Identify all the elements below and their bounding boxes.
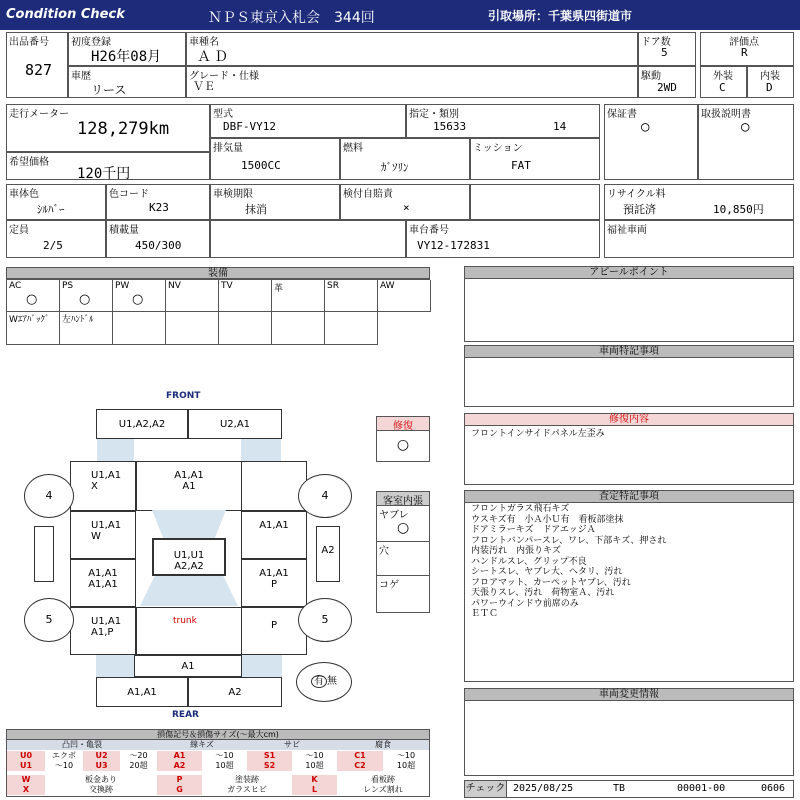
assessment-item: 内装汚れ 内張りキズ — [471, 546, 561, 556]
special-notes-title: 車両特記事項 — [464, 345, 794, 358]
rear-bumper-right: A2 — [188, 677, 282, 707]
cabin-burn: コゲ — [379, 580, 399, 591]
rear-bumper-left: A1,A1 — [96, 677, 188, 707]
assessment-item: シートスレ、ヤブレ大、ヘタリ、汚れ — [471, 567, 623, 577]
front-bumper-left: U1,A2,A2 — [96, 409, 188, 439]
liability: × — [403, 201, 410, 214]
doors: 5 — [661, 46, 668, 59]
equipment-leather: 革 — [272, 280, 325, 312]
tire-rear-left: 5 — [24, 598, 74, 642]
liability-cell: 検付自賠責 × — [340, 184, 470, 220]
color-cell: 車体色 ｼﾙﾊﾞｰ — [6, 184, 106, 220]
door-front-left: U1,A1 W — [70, 511, 136, 559]
exterior: C — [719, 81, 726, 94]
tire-front-right: 4 — [298, 474, 352, 518]
assessment-item: ハンドルスレ、グリップ不良 — [471, 556, 587, 567]
hood: A1,A1 A1 — [136, 461, 242, 511]
roof: U1,U1 A2,A2 — [152, 538, 226, 576]
first-reg: H26年08月 — [91, 49, 162, 65]
manual: ○ — [741, 119, 750, 135]
front-label: FRONT — [166, 391, 201, 401]
legend-group-dent: 凸凹・亀裂 — [7, 740, 157, 750]
fender-front-right — [241, 461, 307, 511]
color-code: K23 — [149, 201, 169, 214]
chassis-cell: 車台番号 VY12-172831 — [406, 220, 600, 258]
color: ｼﾙﾊﾞｰ — [37, 203, 65, 216]
front-bumper-right: U2,A1 — [188, 409, 282, 439]
equipment-sr: SR — [325, 280, 378, 312]
grade-cell: グレード・仕様 ＶＥ — [186, 66, 638, 98]
model-cell: 型式 DBF-VY12 — [210, 104, 406, 138]
exterior-cell: 外装 C — [700, 66, 747, 98]
load-cell: 積載量 450/300 — [106, 220, 210, 258]
chassis-number: VY12-172831 — [417, 239, 490, 252]
appeal-title: アピールポイント — [464, 266, 794, 279]
owner-mark: 有 — [311, 675, 327, 688]
capacity-cell: 定員 2/5 — [6, 220, 106, 258]
assessment-box — [464, 490, 794, 682]
desired-price: 120千円 — [77, 166, 131, 182]
equipment-row-1 — [6, 279, 430, 311]
color-code-cell: 色コード K23 — [106, 184, 210, 220]
mirror-right: A2 — [316, 526, 340, 582]
assessment-item: フロアマット、カーペットヤブレ、汚れ — [471, 577, 631, 588]
equipment-nv: NV — [166, 280, 219, 312]
repair-content-box — [464, 413, 794, 485]
code-1: 00001-00 — [677, 783, 726, 794]
repair-title: 修復 — [377, 417, 429, 431]
lot-no: 827 — [25, 61, 53, 79]
legend-group-scratch: 線キズ — [157, 740, 247, 750]
blank-cell — [470, 184, 600, 220]
warranty-cell: 保証書 ○ — [604, 104, 698, 180]
legend-box: 損傷記号＆損傷サイズ(～最大cm) 凸凹・亀裂 線キズ サビ 腐食 U0 エクボ U2 ～20 A1 ～10 S1 ～10 C1 ～10 U1 ～10 U3 20超 A2 10超 S2 10超 C2 10超 W 板金あり P 塗装跡 K 看板跡 X 交換跡 G ガラスヒビ L レンズ割れ — [6, 729, 430, 797]
welfare-cell: 福祉車両 — [604, 220, 794, 258]
interior: D — [766, 81, 773, 94]
mission: FAT — [511, 159, 531, 172]
fuel: ｶﾞｿﾘﾝ — [381, 161, 409, 174]
rating: R — [741, 46, 748, 59]
change-info-box — [464, 688, 794, 776]
doors-cell: ドア数 5 — [638, 32, 696, 66]
door-rear-right: A1,A1 P — [241, 559, 307, 607]
load: 450/300 — [135, 239, 182, 252]
history: リース — [91, 83, 127, 97]
desired-price-cell: 希望価格 120千円 — [6, 152, 210, 180]
inspector: TB — [613, 783, 626, 794]
warranty: ○ — [641, 119, 650, 135]
manual-cell: 取扱説明書 ○ — [698, 104, 794, 180]
assessment-item: パワーウインドウ前席のみ — [471, 598, 579, 609]
mirror-left — [34, 526, 54, 582]
repair-mark: ○ — [396, 437, 410, 453]
rating-cell: 評価点 R — [700, 32, 794, 66]
repair-box — [376, 416, 430, 462]
lot-no-cell: 出品番号 827 — [6, 32, 68, 98]
condition-check-title: Condition Check — [6, 7, 125, 22]
rear-label: REAR — [172, 710, 199, 720]
cabin-tear: ヤブレ ○ — [377, 506, 429, 542]
cabin-title: 客室内張 — [377, 492, 429, 506]
displacement-cell: 排気量 1500CC — [210, 138, 340, 180]
drive-cell: 駆動 2WD — [638, 66, 696, 98]
header-bar — [0, 0, 800, 30]
legend-group-corrosion: 腐食 — [337, 740, 429, 750]
equipment-pw: PW ○ — [113, 280, 166, 312]
change-info-title: 車両変更情報 — [464, 688, 794, 701]
equipment-tv: TV — [219, 280, 272, 312]
spare-tire — [296, 662, 352, 702]
model: DBF-VY12 — [223, 120, 276, 133]
door-front-right: A1,A1 — [241, 511, 307, 559]
trunk: trunk — [136, 607, 242, 655]
car-name-cell: 車種名 ＡＤ — [186, 32, 638, 66]
quarter-left: U1,A1 A1,P — [70, 607, 136, 655]
door-rear-left: A1,A1 A1,A1 — [70, 559, 136, 607]
repair-content-line: フロントインサイドパネル左歪み — [471, 429, 605, 439]
special-notes-box — [464, 345, 794, 407]
grade: ＶＥ — [193, 80, 215, 93]
owner-text: 無 — [327, 676, 337, 687]
spec-1: 15633 — [433, 120, 467, 133]
assessment-list — [471, 504, 666, 620]
auction-title: ＮＰＳ東京入札会 344回 — [208, 10, 375, 26]
drive: 2WD — [657, 81, 677, 94]
repair-content-title: 修復内容 — [464, 413, 794, 426]
pickup-location: 引取場所：千葉県四街道市 — [488, 9, 633, 23]
fender-front-left: U1,A1 X — [70, 461, 136, 511]
back-panel: A1 — [134, 655, 242, 677]
mission-cell: ミッション FAT — [470, 138, 600, 180]
assessment-item: 天張りスレ、汚れ 荷物室Ａ、汚れ — [471, 588, 615, 598]
equipment-title: 装備 — [6, 267, 430, 279]
equipment-ac: AC ○ — [7, 280, 60, 312]
fuel-cell: 燃料 ｶﾞｿﾘﾝ — [340, 138, 470, 180]
inspection-expiry: 抹消 — [245, 203, 267, 216]
interior-cell: 内装 D — [747, 66, 794, 98]
equipment-airbag: Wｴｱﾊﾞｯｸﾞ — [7, 311, 60, 345]
footer-bar — [464, 780, 794, 798]
check-label: チェック — [465, 781, 507, 797]
assessment-item: ドアミラーキズ ドアエッジＡ — [471, 525, 596, 535]
assessment-item: ウスキズ有 小Ａ小Ｕ有 看板部塗抹 — [471, 514, 624, 525]
inspection-cell: 車検期限 抹消 — [210, 184, 340, 220]
recycle-cell: リサイクル料 預託済 10,850円 — [604, 184, 794, 220]
blank-cell-2 — [210, 220, 406, 258]
appeal-box — [464, 266, 794, 342]
assessment-title: 査定特記事項 — [464, 490, 794, 503]
recycle-fee: 10,850円 — [713, 203, 764, 216]
assessment-item: フロントバンパースレ、ワレ、下部キズ、押され — [471, 535, 667, 546]
cabin-box — [376, 491, 430, 613]
assessment-item: フロントガラス飛石キズ — [471, 504, 570, 514]
assessment-item: ＥＴＣ — [471, 609, 499, 619]
displacement: 1500CC — [241, 159, 281, 172]
legend-group-rust: サビ — [247, 740, 337, 750]
spec-2: 14 — [553, 120, 567, 133]
cabin-hole: 穴 — [377, 542, 429, 576]
equipment-lhd: 左ﾊﾝﾄﾞﾙ — [60, 311, 113, 345]
tire-rear-right: 5 — [298, 598, 352, 642]
mileage-cell: 走行メーター 128,279km — [6, 104, 210, 152]
quarter-right: P — [241, 607, 307, 655]
mileage: 128,279km — [77, 119, 170, 139]
equipment-aw: AW — [378, 280, 431, 312]
first-reg-cell: 初度登録 H26年08月 — [68, 32, 186, 66]
equipment-ps: PS ○ — [60, 280, 113, 312]
capacity: 2/5 — [43, 239, 63, 252]
check-date: 2025/08/25 — [513, 783, 574, 794]
legend-title: 損傷記号＆損傷サイズ(～最大cm) — [6, 729, 430, 740]
tire-front-left: 4 — [24, 474, 74, 518]
spec-cell: 指定・類別 15633 14 — [406, 104, 600, 138]
equipment-row-2 — [6, 311, 377, 345]
code-2: 0606 — [761, 783, 786, 794]
recycle-status: 預託済 — [623, 203, 656, 216]
car-name: ＡＤ — [197, 49, 231, 65]
history-cell: 車歴 リース — [68, 66, 186, 98]
